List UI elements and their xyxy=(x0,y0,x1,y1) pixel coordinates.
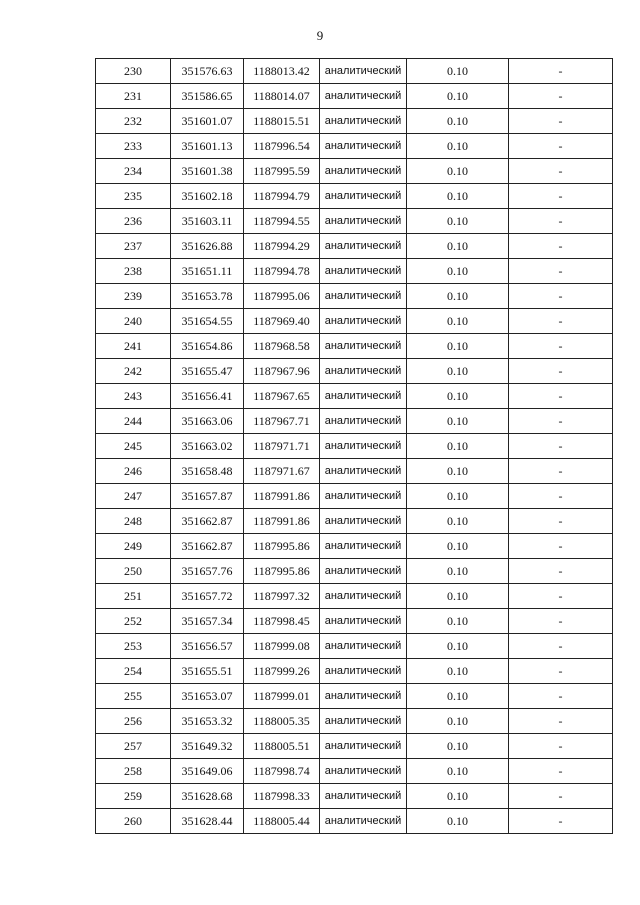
method-cell: аналитический xyxy=(320,284,407,309)
accuracy-cell: 0.10 xyxy=(407,284,509,309)
x-coordinate-cell: 351655.51 xyxy=(171,659,244,684)
y-coordinate-cell: 1187996.54 xyxy=(244,134,320,159)
description-cell: - xyxy=(509,109,613,134)
table-row xyxy=(96,634,613,659)
table-row xyxy=(96,784,613,809)
y-coordinate-cell: 1187967.96 xyxy=(244,359,320,384)
description-cell: - xyxy=(509,809,613,834)
method-cell: аналитический xyxy=(320,384,407,409)
point-number-cell: 238 xyxy=(96,259,171,284)
x-coordinate-cell: 351662.87 xyxy=(171,534,244,559)
description-cell: - xyxy=(509,659,613,684)
point-number-cell: 243 xyxy=(96,384,171,409)
table-row xyxy=(96,609,613,634)
y-coordinate-cell: 1188005.35 xyxy=(244,709,320,734)
method-cell: аналитический xyxy=(320,309,407,334)
y-coordinate-cell: 1187998.74 xyxy=(244,759,320,784)
description-cell: - xyxy=(509,459,613,484)
table-row xyxy=(96,759,613,784)
accuracy-cell: 0.10 xyxy=(407,709,509,734)
point-number-cell: 246 xyxy=(96,459,171,484)
method-cell: аналитический xyxy=(320,84,407,109)
accuracy-cell: 0.10 xyxy=(407,484,509,509)
y-coordinate-cell: 1187991.86 xyxy=(244,484,320,509)
x-coordinate-cell: 351654.55 xyxy=(171,309,244,334)
accuracy-cell: 0.10 xyxy=(407,309,509,334)
description-cell: - xyxy=(509,184,613,209)
accuracy-cell: 0.10 xyxy=(407,609,509,634)
accuracy-cell: 0.10 xyxy=(407,59,509,84)
x-coordinate-cell: 351626.88 xyxy=(171,234,244,259)
x-coordinate-cell: 351653.78 xyxy=(171,284,244,309)
accuracy-cell: 0.10 xyxy=(407,159,509,184)
table-row xyxy=(96,109,613,134)
x-coordinate-cell: 351653.32 xyxy=(171,709,244,734)
point-number-cell: 236 xyxy=(96,209,171,234)
description-cell: - xyxy=(509,484,613,509)
method-cell: аналитический xyxy=(320,234,407,259)
table-row xyxy=(96,409,613,434)
method-cell: аналитический xyxy=(320,609,407,634)
accuracy-cell: 0.10 xyxy=(407,384,509,409)
x-coordinate-cell: 351628.68 xyxy=(171,784,244,809)
table-row xyxy=(96,684,613,709)
point-number-cell: 230 xyxy=(96,59,171,84)
y-coordinate-cell: 1188013.42 xyxy=(244,59,320,84)
table-row xyxy=(96,584,613,609)
description-cell: - xyxy=(509,259,613,284)
accuracy-cell: 0.10 xyxy=(407,359,509,384)
table-row xyxy=(96,234,613,259)
point-number-cell: 234 xyxy=(96,159,171,184)
point-number-cell: 232 xyxy=(96,109,171,134)
point-number-cell: 244 xyxy=(96,409,171,434)
point-number-cell: 247 xyxy=(96,484,171,509)
method-cell: аналитический xyxy=(320,359,407,384)
method-cell: аналитический xyxy=(320,809,407,834)
y-coordinate-cell: 1187994.29 xyxy=(244,234,320,259)
point-number-cell: 231 xyxy=(96,84,171,109)
table-row xyxy=(96,509,613,534)
table-row xyxy=(96,184,613,209)
point-number-cell: 237 xyxy=(96,234,171,259)
x-coordinate-cell: 351658.48 xyxy=(171,459,244,484)
y-coordinate-cell: 1187969.40 xyxy=(244,309,320,334)
point-number-cell: 239 xyxy=(96,284,171,309)
description-cell: - xyxy=(509,434,613,459)
x-coordinate-cell: 351601.07 xyxy=(171,109,244,134)
y-coordinate-cell: 1187998.45 xyxy=(244,609,320,634)
x-coordinate-cell: 351657.34 xyxy=(171,609,244,634)
y-coordinate-cell: 1187999.26 xyxy=(244,659,320,684)
method-cell: аналитический xyxy=(320,159,407,184)
point-number-cell: 257 xyxy=(96,734,171,759)
y-coordinate-cell: 1187995.06 xyxy=(244,284,320,309)
method-cell: аналитический xyxy=(320,709,407,734)
accuracy-cell: 0.10 xyxy=(407,784,509,809)
x-coordinate-cell: 351651.11 xyxy=(171,259,244,284)
table-row xyxy=(96,534,613,559)
table-row xyxy=(96,434,613,459)
y-coordinate-cell: 1187994.78 xyxy=(244,259,320,284)
method-cell: аналитический xyxy=(320,534,407,559)
x-coordinate-cell: 351656.41 xyxy=(171,384,244,409)
description-cell: - xyxy=(509,534,613,559)
description-cell: - xyxy=(509,84,613,109)
table-row xyxy=(96,659,613,684)
description-cell: - xyxy=(509,509,613,534)
description-cell: - xyxy=(509,384,613,409)
table-row xyxy=(96,384,613,409)
y-coordinate-cell: 1187995.59 xyxy=(244,159,320,184)
accuracy-cell: 0.10 xyxy=(407,584,509,609)
y-coordinate-cell: 1187967.71 xyxy=(244,409,320,434)
x-coordinate-cell: 351649.32 xyxy=(171,734,244,759)
y-coordinate-cell: 1187995.86 xyxy=(244,534,320,559)
accuracy-cell: 0.10 xyxy=(407,634,509,659)
table-row xyxy=(96,284,613,309)
accuracy-cell: 0.10 xyxy=(407,459,509,484)
method-cell: аналитический xyxy=(320,134,407,159)
method-cell: аналитический xyxy=(320,509,407,534)
table-row xyxy=(96,259,613,284)
method-cell: аналитический xyxy=(320,409,407,434)
accuracy-cell: 0.10 xyxy=(407,134,509,159)
point-number-cell: 235 xyxy=(96,184,171,209)
description-cell: - xyxy=(509,359,613,384)
description-cell: - xyxy=(509,559,613,584)
method-cell: аналитический xyxy=(320,634,407,659)
y-coordinate-cell: 1187999.08 xyxy=(244,634,320,659)
table-row xyxy=(96,734,613,759)
accuracy-cell: 0.10 xyxy=(407,559,509,584)
method-cell: аналитический xyxy=(320,459,407,484)
description-cell: - xyxy=(509,634,613,659)
accuracy-cell: 0.10 xyxy=(407,734,509,759)
point-number-cell: 254 xyxy=(96,659,171,684)
description-cell: - xyxy=(509,759,613,784)
y-coordinate-cell: 1187991.86 xyxy=(244,509,320,534)
x-coordinate-cell: 351576.63 xyxy=(171,59,244,84)
x-coordinate-cell: 351657.76 xyxy=(171,559,244,584)
method-cell: аналитический xyxy=(320,759,407,784)
point-number-cell: 252 xyxy=(96,609,171,634)
table-row xyxy=(96,484,613,509)
y-coordinate-cell: 1187967.65 xyxy=(244,384,320,409)
table-row xyxy=(96,709,613,734)
coordinates-table-body xyxy=(96,59,613,834)
y-coordinate-cell: 1188015.51 xyxy=(244,109,320,134)
x-coordinate-cell: 351628.44 xyxy=(171,809,244,834)
method-cell: аналитический xyxy=(320,659,407,684)
y-coordinate-cell: 1187994.79 xyxy=(244,184,320,209)
description-cell: - xyxy=(509,209,613,234)
point-number-cell: 249 xyxy=(96,534,171,559)
method-cell: аналитический xyxy=(320,684,407,709)
method-cell: аналитический xyxy=(320,184,407,209)
y-coordinate-cell: 1187995.86 xyxy=(244,559,320,584)
point-number-cell: 248 xyxy=(96,509,171,534)
y-coordinate-cell: 1187998.33 xyxy=(244,784,320,809)
table-row xyxy=(96,334,613,359)
x-coordinate-cell: 351602.18 xyxy=(171,184,244,209)
table-row xyxy=(96,459,613,484)
accuracy-cell: 0.10 xyxy=(407,534,509,559)
table-row xyxy=(96,159,613,184)
x-coordinate-cell: 351601.38 xyxy=(171,159,244,184)
y-coordinate-cell: 1188005.44 xyxy=(244,809,320,834)
y-coordinate-cell: 1187999.01 xyxy=(244,684,320,709)
x-coordinate-cell: 351663.02 xyxy=(171,434,244,459)
description-cell: - xyxy=(509,284,613,309)
method-cell: аналитический xyxy=(320,784,407,809)
x-coordinate-cell: 351601.13 xyxy=(171,134,244,159)
description-cell: - xyxy=(509,609,613,634)
point-number-cell: 258 xyxy=(96,759,171,784)
accuracy-cell: 0.10 xyxy=(407,209,509,234)
method-cell: аналитический xyxy=(320,59,407,84)
table-row xyxy=(96,559,613,584)
y-coordinate-cell: 1187971.67 xyxy=(244,459,320,484)
point-number-cell: 251 xyxy=(96,584,171,609)
point-number-cell: 242 xyxy=(96,359,171,384)
x-coordinate-cell: 351649.06 xyxy=(171,759,244,784)
accuracy-cell: 0.10 xyxy=(407,509,509,534)
accuracy-cell: 0.10 xyxy=(407,759,509,784)
description-cell: - xyxy=(509,734,613,759)
coordinates-table xyxy=(95,58,613,834)
table-row xyxy=(96,59,613,84)
description-cell: - xyxy=(509,309,613,334)
accuracy-cell: 0.10 xyxy=(407,434,509,459)
y-coordinate-cell: 1187994.55 xyxy=(244,209,320,234)
description-cell: - xyxy=(509,584,613,609)
point-number-cell: 256 xyxy=(96,709,171,734)
point-number-cell: 260 xyxy=(96,809,171,834)
method-cell: аналитический xyxy=(320,734,407,759)
y-coordinate-cell: 1187971.71 xyxy=(244,434,320,459)
y-coordinate-cell: 1188014.07 xyxy=(244,84,320,109)
table-row xyxy=(96,359,613,384)
y-coordinate-cell: 1187968.58 xyxy=(244,334,320,359)
point-number-cell: 255 xyxy=(96,684,171,709)
point-number-cell: 259 xyxy=(96,784,171,809)
x-coordinate-cell: 351655.47 xyxy=(171,359,244,384)
point-number-cell: 241 xyxy=(96,334,171,359)
description-cell: - xyxy=(509,709,613,734)
method-cell: аналитический xyxy=(320,584,407,609)
point-number-cell: 250 xyxy=(96,559,171,584)
page-number: 9 xyxy=(316,28,324,43)
description-cell: - xyxy=(509,234,613,259)
accuracy-cell: 0.10 xyxy=(407,659,509,684)
method-cell: аналитический xyxy=(320,434,407,459)
accuracy-cell: 0.10 xyxy=(407,259,509,284)
point-number-cell: 253 xyxy=(96,634,171,659)
method-cell: аналитический xyxy=(320,334,407,359)
x-coordinate-cell: 351657.72 xyxy=(171,584,244,609)
table-row xyxy=(96,309,613,334)
x-coordinate-cell: 351586.65 xyxy=(171,84,244,109)
table-row xyxy=(96,134,613,159)
y-coordinate-cell: 1187997.32 xyxy=(244,584,320,609)
method-cell: аналитический xyxy=(320,484,407,509)
x-coordinate-cell: 351657.87 xyxy=(171,484,244,509)
table-row xyxy=(96,209,613,234)
x-coordinate-cell: 351603.11 xyxy=(171,209,244,234)
point-number-cell: 240 xyxy=(96,309,171,334)
description-cell: - xyxy=(509,334,613,359)
method-cell: аналитический xyxy=(320,559,407,584)
point-number-cell: 233 xyxy=(96,134,171,159)
accuracy-cell: 0.10 xyxy=(407,809,509,834)
accuracy-cell: 0.10 xyxy=(407,184,509,209)
table-row xyxy=(96,84,613,109)
x-coordinate-cell: 351653.07 xyxy=(171,684,244,709)
point-number-cell: 245 xyxy=(96,434,171,459)
description-cell: - xyxy=(509,59,613,84)
method-cell: аналитический xyxy=(320,109,407,134)
y-coordinate-cell: 1188005.51 xyxy=(244,734,320,759)
description-cell: - xyxy=(509,159,613,184)
x-coordinate-cell: 351656.57 xyxy=(171,634,244,659)
description-cell: - xyxy=(509,684,613,709)
accuracy-cell: 0.10 xyxy=(407,409,509,434)
accuracy-cell: 0.10 xyxy=(407,334,509,359)
accuracy-cell: 0.10 xyxy=(407,109,509,134)
method-cell: аналитический xyxy=(320,209,407,234)
accuracy-cell: 0.10 xyxy=(407,684,509,709)
description-cell: - xyxy=(509,784,613,809)
table-row xyxy=(96,809,613,834)
accuracy-cell: 0.10 xyxy=(407,84,509,109)
description-cell: - xyxy=(509,134,613,159)
x-coordinate-cell: 351654.86 xyxy=(171,334,244,359)
x-coordinate-cell: 351663.06 xyxy=(171,409,244,434)
accuracy-cell: 0.10 xyxy=(407,234,509,259)
x-coordinate-cell: 351662.87 xyxy=(171,509,244,534)
description-cell: - xyxy=(509,409,613,434)
method-cell: аналитический xyxy=(320,259,407,284)
